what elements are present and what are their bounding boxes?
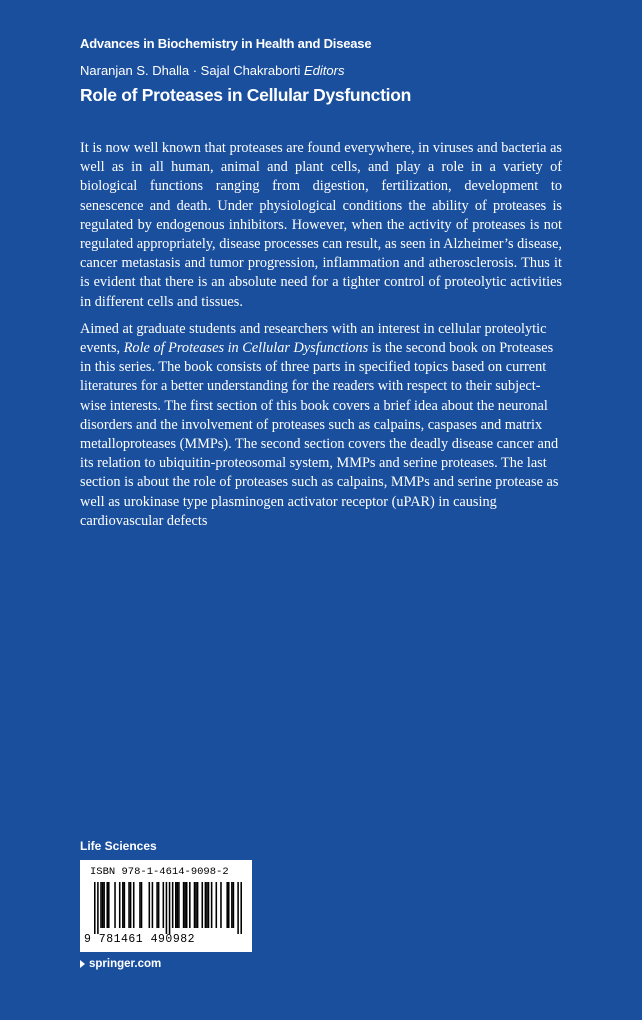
barcode-bar (172, 882, 174, 928)
barcode-bar (206, 882, 208, 928)
barcode-bar (128, 882, 130, 928)
barcode-bar (183, 882, 185, 928)
barcode-bar (130, 882, 132, 928)
barcode-bar (169, 882, 171, 934)
isbn-barcode (80, 860, 252, 952)
barcode-bar (197, 882, 199, 928)
barcode-bar (163, 882, 165, 928)
barcode-bar (194, 882, 196, 928)
arrow-right-icon (80, 960, 85, 968)
barcode-bar (208, 882, 210, 928)
book-title: Role of Proteases in Cellular Dysfunction (80, 85, 411, 105)
blurb-paragraph-2-rest: is the second book on Proteases in this series. The book consists of three parts in specified topics based on current literatures for a better understanding for the readers with respect to their subject-wise interests. The first section of this book covers a brief idea about the neuronal disorders and the involvement of proteases such as calpains, caspases and matrix metalloproteases (MMPs). The second section covers the deadly disease cancer and its relation to ubiquitin-proteosomal system, MMPs and serine proteases. The last section is about the role of proteases such as calpains, MMPs and serine protease as well as urokinase type plasminogen activator receptor (uPAR) in causing cardiovascular defects (80, 340, 559, 529)
barcode-bar (119, 882, 121, 928)
barcode-bar (231, 882, 233, 928)
barcode-bar (100, 882, 102, 928)
isbn-label: ISBN 978-1-4614-9098-2 (90, 866, 229, 878)
barcode-bar (195, 882, 197, 928)
barcode-bar (94, 882, 96, 934)
barcode-bar (184, 882, 186, 928)
barcode-bar (97, 882, 99, 934)
barcode-bar (158, 882, 160, 928)
barcode-bar (186, 882, 188, 928)
barcode-bar (124, 882, 126, 928)
barcode-bar (152, 882, 154, 928)
barcode-bar (156, 882, 158, 928)
barcode-bar (139, 882, 141, 928)
barcode-bar (220, 882, 222, 928)
barcode-bar (106, 882, 108, 928)
blurb-paragraph-2-lead: Aimed at graduate students and researchers with an interest in cellular proteolytic events, (80, 320, 547, 357)
ean-digits: 9 781461 490982 (84, 933, 196, 946)
series-title: Advances in Biochemistry in Health and Disease (80, 36, 372, 51)
barcode-bar (114, 882, 116, 928)
publisher-link[interactable] (80, 958, 161, 970)
barcode-bar (178, 882, 180, 928)
barcode-bar (233, 882, 235, 928)
barcode-bar (149, 882, 151, 928)
editors-line (80, 63, 344, 78)
barcode-bar (228, 882, 230, 928)
barcode-bar (122, 882, 124, 928)
barcode-bar (103, 882, 105, 928)
barcode-bar (201, 882, 203, 928)
barcode-bar (177, 882, 179, 928)
barcode-bar (240, 882, 242, 934)
editors-role: Editors (304, 63, 345, 78)
editor-names: Naranjan S. Dhalla · Sajal Chakraborti (80, 63, 301, 78)
barcode-bar (216, 882, 218, 928)
barcode-bar (102, 882, 104, 928)
blurb-paragraph-2 (80, 320, 562, 531)
barcode-bar (108, 882, 110, 928)
barcode-bar (226, 882, 228, 928)
barcode-bar (175, 882, 177, 928)
barcode-bar (166, 882, 168, 934)
barcode-bar (141, 882, 143, 928)
barcode-bar (189, 882, 191, 928)
barcode-bar (133, 882, 135, 928)
subject-label: Life Sciences (80, 839, 157, 853)
barcode-bar (237, 882, 239, 934)
blurb-book-title-italic: Role of Proteases in Cellular Dysfunctions (123, 340, 369, 357)
barcode-bars (94, 882, 242, 934)
blurb-text (80, 139, 562, 539)
publisher-url: springer.com (89, 958, 162, 970)
barcode-bar (205, 882, 207, 928)
barcode-bar (211, 882, 213, 928)
blurb-paragraph-1: It is now well known that proteases are found everywhere, in viruses and bacteria as well as in all human, animal and plant cells, and play a role in a variety of biological functions ranging from digestion, fertilization, development to senescence and death. Under physiological conditions the ability of proteases is regulated by endogenous inhibitors. However, when the activity of proteases is not regulated appropriately, disease processes can result, as seen in Alzheimer’s disease, cancer metastasis and tumor progression, inflammation and atherosclerosis. Thus it is evident that there is an absolute need for a tighter control of proteolytic activities in different cells and tissues. (80, 140, 562, 310)
